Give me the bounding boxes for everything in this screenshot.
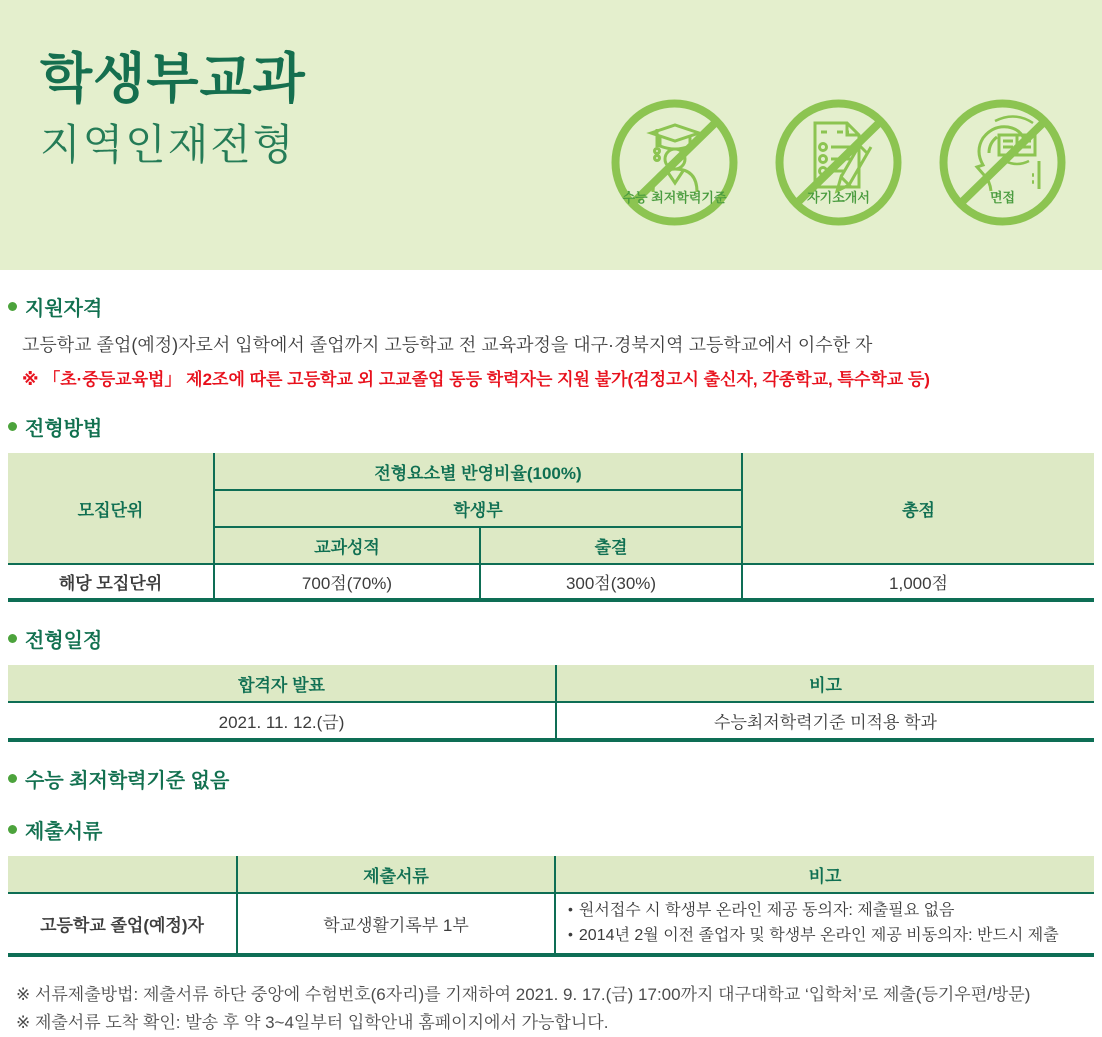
schedule-note-header: 비고 [556, 665, 1094, 702]
badge-label: 자기소개서 [807, 190, 870, 205]
badge-self-introduction [775, 99, 902, 226]
no-requirement-badges [611, 99, 1066, 226]
method-attendance-value: 300점(30%) [480, 564, 742, 600]
badge-csat-minimum [611, 99, 738, 226]
method-total-header: 총점 [742, 453, 1094, 564]
method-table [8, 453, 1094, 602]
qualification-body: 고등학교 졸업(예정)자로서 입학에서 졸업까지 고등학교 전 교육과정을 대구·경북지역 고등학교에서 이수한 자 [22, 335, 873, 355]
method-attendance-header: 출결 [480, 527, 742, 564]
qualification-heading: 지원자격 [8, 292, 1094, 321]
method-record-header: 학생부 [214, 490, 742, 527]
table-row [8, 893, 1094, 955]
badge-label: 면접 [989, 190, 1016, 205]
documents-target-value: 고등학교 졸업(예정)자 [8, 893, 237, 955]
method-ratio-header: 전형요소별 반영비율(100%) [214, 453, 742, 490]
method-unit-value: 해당 모집단위 [8, 564, 214, 600]
footnote-arrival-check: ※ 제출서류 도착 확인: 발송 후 약 3~4일부터 입학안내 홈페이지에서 가능합니다. [16, 1013, 609, 1033]
documents-note-header: 비고 [555, 856, 1094, 893]
badge-interview [939, 99, 1066, 226]
documents-heading: 제출서류 [8, 815, 1094, 844]
schedule-note-value: 수능최저학력기준 미적용 학과 [556, 702, 1094, 740]
schedule-announce-header: 합격자 발표 [8, 665, 556, 702]
page-content [0, 292, 1102, 1037]
documents-table [8, 856, 1094, 957]
documents-note-cell [555, 893, 1094, 955]
minimum-heading: 수능 최저학력기준 없음 [8, 764, 1094, 793]
schedule-date-value: 2021. 11. 12.(금) [8, 702, 556, 740]
page-subtitle: 지역인재전형 [40, 121, 296, 168]
footnotes [16, 981, 1094, 1037]
table-row [8, 702, 1094, 740]
documents-doc-value: 학교생활기록부 1부 [237, 893, 555, 955]
list-item: • 원서접수 시 학생부 온라인 제공 동의자: 제출필요 없음 [566, 899, 1084, 924]
schedule-table [8, 665, 1094, 742]
schedule-heading: 전형일정 [8, 624, 1094, 653]
documents-doc-header: 제출서류 [237, 856, 555, 893]
page-title: 학생부교과 [40, 49, 306, 109]
graduate-no-icon [611, 99, 738, 226]
interview-no-icon [939, 99, 1066, 226]
method-subject-header: 교과성적 [214, 527, 480, 564]
method-subject-value: 700점(70%) [214, 564, 480, 600]
table-row [8, 564, 1094, 600]
list-item: • 2014년 2월 이전 졸업자 및 학생부 온라인 제공 비동의자: 반드시 제출 [566, 924, 1084, 949]
page-header [0, 0, 1102, 270]
footnote-submission: ※ 서류제출방법: 제출서류 하단 중앙에 수험번호(6자리)를 기재하여 2021. 9. 17.(금) 17:00까지 대구대학교 ‘입학처’로 제출(등기우편/방문) [16, 985, 1031, 1004]
method-total-value: 1,000점 [742, 564, 1094, 600]
method-heading: 전형방법 [8, 412, 1094, 441]
qualification-red-note: ※ 「초·중등교육법」 제2조에 따른 고등학교 외 고교졸업 동등 학력자는 지원 불가(검정고시 출신자, 각종학교, 특수학교 등) [22, 370, 930, 389]
method-unit-header: 모집단위 [8, 453, 214, 564]
badge-label: 수능 최저학력기준 [622, 190, 727, 205]
self-intro-no-icon [775, 99, 902, 226]
documents-empty-header [8, 856, 237, 893]
